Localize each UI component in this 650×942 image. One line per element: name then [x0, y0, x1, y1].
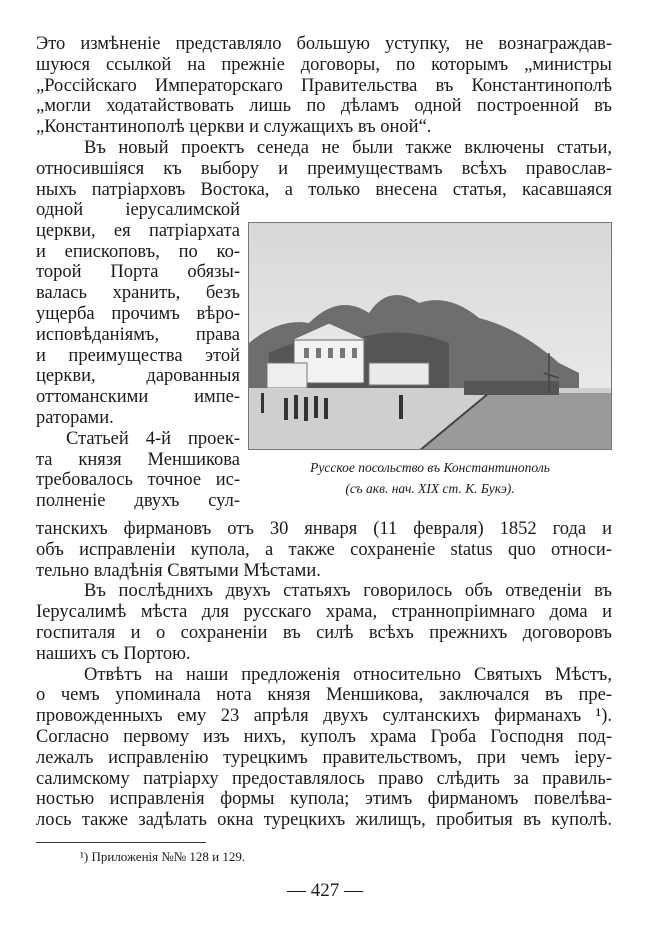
text-block-left-column [36, 200, 240, 512]
text-line: „Россійскаго Императорскаго Правительства въ Константинополѣ [36, 75, 612, 96]
text-line: исповѣданіямъ, права [36, 324, 240, 345]
text-line: Въ новый проектъ сенеда не были также включены статьи, [84, 137, 612, 158]
text-line: требовалось точное ис- [36, 470, 240, 491]
text-line: оттоманскими импе- [36, 387, 240, 408]
text-line: ущерба прочимъ вѣро- [36, 303, 240, 324]
text-line: лось также задѣлать окна турецкихъ жилищъ, пробитыя въ куполѣ. [36, 810, 612, 831]
text-line: раторами. [36, 407, 114, 428]
text-line: Это измѣненіе представляло большую уступку, не вознаграждав- [36, 34, 612, 54]
text-line: ныхъ патріарховъ Востока, а только внесена статья, касавшаяся [36, 179, 612, 200]
text-line: валась хранить, безъ [36, 283, 240, 304]
text-line: танскихъ фирмановъ отъ 30 января (11 февраля) 1852 года и [36, 519, 612, 539]
text-line: объ исправленіи купола, а также сохраненіе status quo относи- [36, 539, 612, 560]
text-block-top [36, 34, 612, 200]
text-line: лежалъ исправленію турецкимъ правительствомъ, при чемъ іеру- [36, 747, 612, 768]
text-line: полненіе двухъ сул- [36, 491, 240, 512]
text-line: о чемъ упоминала нота князя Меншикова, заключался въ пре- [36, 685, 612, 706]
text-line: провожденныхъ ему 23 апрѣля двухъ султанскихъ фирманахъ ¹). [36, 706, 612, 727]
text-line: „могли ходатайствовать лишь по дѣламъ одной построенной въ [36, 96, 612, 117]
text-line: и епископовъ, по ко- [36, 241, 240, 262]
footnote: ¹) Приложенія №№ 128 и 129. [80, 849, 246, 864]
text-line: ностью исправленія формы купола; этимъ фирманомъ повелѣва- [36, 789, 612, 810]
text-line: салимскому патріарху предоставлялось право слѣдить за правиль- [36, 768, 612, 789]
text-line: церкви, дарованныя [36, 366, 240, 387]
text-block-bottom [36, 519, 612, 831]
page-number: — 427 — [287, 880, 363, 901]
text-line: Іерусалимѣ мѣста для русскаго храма, страннопріимнаго дома и [36, 602, 612, 623]
text-line: нашихъ съ Портою. [36, 643, 191, 664]
text-line: одной іерусалимской [36, 200, 240, 220]
text-line: торой Порта обязы- [36, 262, 240, 283]
text-line: тельно владѣнія Святыми Мѣстами. [36, 560, 321, 581]
text-line: Согласно первому изъ нихъ, куполъ храма Гроба Господня под- [36, 726, 612, 747]
figure-caption [248, 457, 612, 499]
text-line: Отвѣтъ на наши предложенія относительно Святыхъ Мѣстъ, [84, 664, 612, 685]
caption-line-2: (съ акв. нач. XIX ст. К. Букэ). [345, 481, 515, 496]
text-line: шуюся ссылкой на прежніе договоры, по которымъ „министры [36, 54, 612, 75]
footnote-divider [36, 842, 206, 843]
text-line: Въ послѣднихъ двухъ статьяхъ говорилось объ отведеніи въ [84, 581, 612, 602]
text-line: церкви, ея патріархата [36, 220, 240, 241]
text-line: относившіяся къ выбору и преимуществамъ всѣхъ православ- [36, 158, 612, 179]
text-line: и преимущества этой [36, 345, 240, 366]
embassy-engraving-image [249, 223, 612, 450]
text-line: Статьей 4-й проек- [66, 428, 240, 449]
text-line: госпиталя и о сохраненіи въ силѣ всѣхъ прежнихъ договоровъ [36, 622, 612, 643]
text-line: та князя Меншикова [36, 449, 240, 470]
caption-line-1: Русское посольство въ Константинополь [310, 460, 550, 475]
text-line: „Константинополѣ церкви и служащихъ въ оной“. [36, 117, 432, 138]
illustration-russian-embassy [248, 222, 612, 450]
